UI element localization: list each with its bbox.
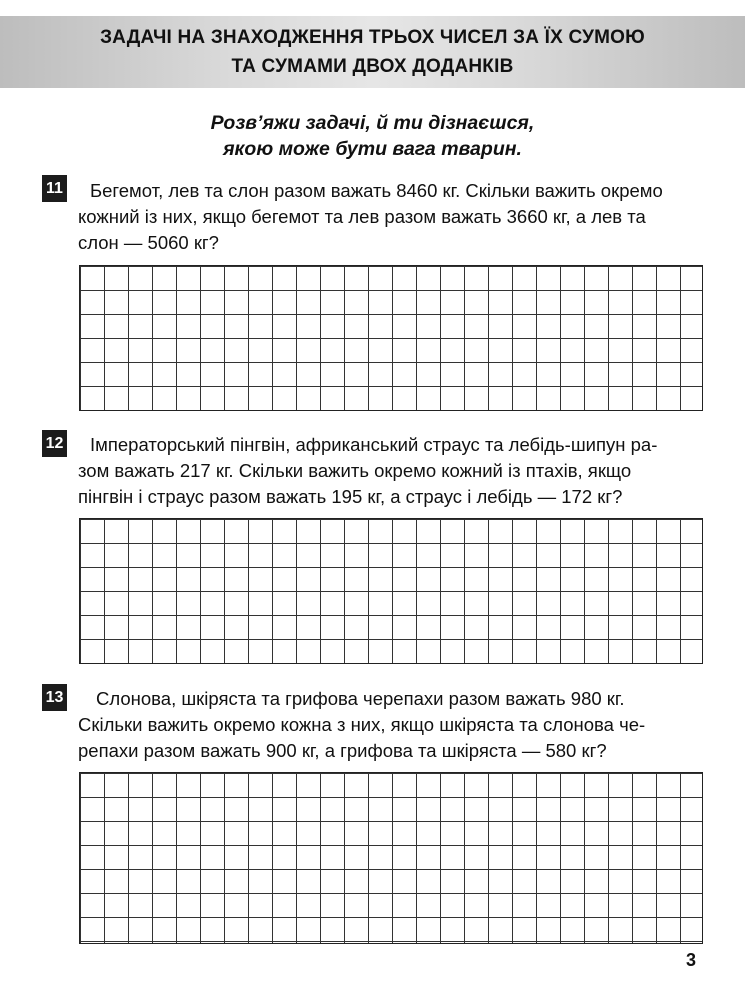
task-text-line: Слонова, шкіряста та грифова черепахи разом важать 980 кг. [96,688,625,709]
header-title-line-2: ТА СУМАМИ ДВОХ ДОДАНКІВ [231,56,514,77]
subtitle-line-1: Розв’яжи задачі, й ти дізнаєшся, [210,112,535,134]
task-number-badge: 12 [42,430,67,457]
task-text-line: репахи разом важать 900 кг, а грифова та шкіряста — 580 кг? [78,740,607,761]
page-number: 3 [686,950,697,970]
task-text-line: пінгвін і страус разом важать 195 кг, а страус і лебідь — 172 кг? [78,486,623,507]
task-text-line: Скільки важить окремо кожна з них, якщо шкіряста та слонова че- [78,714,646,735]
task-text-line: кожний із них, якщо бегемот та лев разом важать 3660 кг, а лев та [78,206,646,227]
answer-grid[interactable] [79,518,703,664]
answer-grid[interactable] [79,772,703,944]
task-text-line: слон — 5060 кг? [78,232,219,253]
task-text [78,178,663,256]
task-number-badge: 13 [42,684,67,711]
task-text-line: Імператорський пінгвін, африканський страус та лебідь-шипун ра- [90,434,658,455]
task-text-line: зом важать 217 кг. Скільки важить окремо кожний із птахів, якщо [78,460,632,481]
section-header [0,16,745,88]
task-text [78,686,646,764]
header-title-line-1: ЗАДАЧІ НА ЗНАХОДЖЕННЯ ТРЬОХ ЧИСЕЛ ЗА ЇХ СУМОЮ [100,27,645,48]
task-number-badge: 11 [42,175,67,202]
answer-grid[interactable] [79,265,703,411]
subtitle-line-2: якою може бути вага тварин. [223,138,522,160]
instruction-subtitle [0,110,745,162]
task-text-line: Бегемот, лев та слон разом важать 8460 кг. Скільки важить окремо [90,180,663,201]
task-text [78,432,658,510]
